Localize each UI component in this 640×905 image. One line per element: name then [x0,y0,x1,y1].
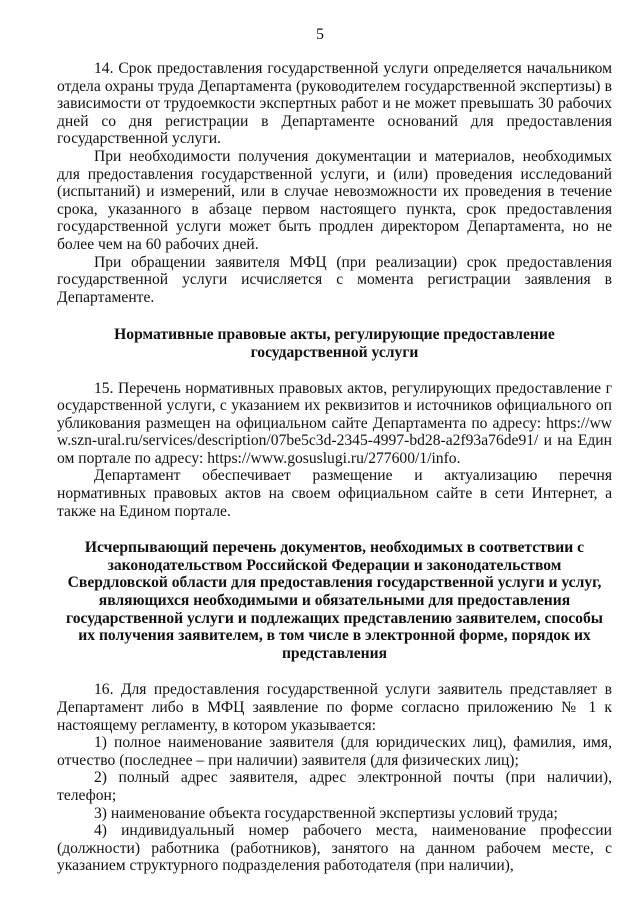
paragraph-16-intro: 16. Для предоставления государственной услуги заявитель представляет в Департамент либо в МФЦ заявление по форме согласно приложению № 1 к настоящему регламенту, в котором указывается: [57,681,612,734]
list-item: 2) полный адрес заявителя, адрес электронной почты (при наличии), телефон; [57,769,612,804]
list-item: 3) наименование объекта государственной экспертизы условий труда; [94,804,558,822]
paragraph-14-extension: При необходимости получения документации и материалов, необходимых для предоставления государственной услуги, и (или) проведения исследований (испытаний) и измерений, или в случае невозможности их проведения в течение срока, указанного в абзаце первом настоящего пункта, срок предоставления государственной услуги может быть продлен директором Департамента, но не более чем на 60 рабочих дней. [57,147,612,253]
paragraph-14-mfc: При обращении заявителя МФЦ (при реализации) срок предоставления государственной услуги исчисляется с момента регистрации заявления в Департаменте. [57,253,612,306]
paragraph-15: 15. Перечень нормативных правовых актов, регулирующих предоставление государственной услуги, с указанием их реквизитов и источников официального опубликования размещен на официальном сайте Департамента по адресу: https://www.szn-ural.ru/services/description/07be5c3d-2345-4997-bd28-a2f93a76de91/ и на Едином портале по адресу: https://www.gosuslugi.ru/277600/1/info. [57,379,612,467]
list-item: 1) полное наименование заявителя (для юридических лиц), фамилия, имя, отчество (последнее – при наличии) заявителя (для физических лиц); [57,734,612,769]
document-body [57,60,612,875]
section-heading-legal-acts: Нормативные правовые акты, регулирующие предоставление государственной услуги [114,326,555,361]
list-item: 4) индивидуальный номер рабочего места, наименование профессии (должности) работника (работников), занятого на данном рабочем месте, с указанием структурного подразделения работодателя (при наличии), [57,822,612,875]
paragraph-14: 14. Срок предоставления государственной услуги определяется начальником отдела охраны труда Департамента (руководителем государственной экспертизы) в зависимости от трудоемкости экспертных работ и не может превышать 30 рабочих дней со дня регистрации в Департаменте оснований для предоставления государственной услуги. [57,60,612,148]
page-number: 5 [316,26,324,43]
paragraph-15-publication: Департамент обеспечивает размещение и актуализацию перечня нормативных правовых актов на своем официальном сайте в сети Интернет, а также на Едином портале. [57,467,612,520]
section-heading-documents: Исчерпывающий перечень документов, необходимых в соответствии с законодательством Российской Федерации и законодательством Свердловской области для предоставления государственной услуги и услуг, являющихся необходимыми и обязательными для предоставления государственной услуги и подлежащих представлению заявителем, способы их получения заявителем, в том числе в электронной форме, порядок их представления [66,539,603,662]
